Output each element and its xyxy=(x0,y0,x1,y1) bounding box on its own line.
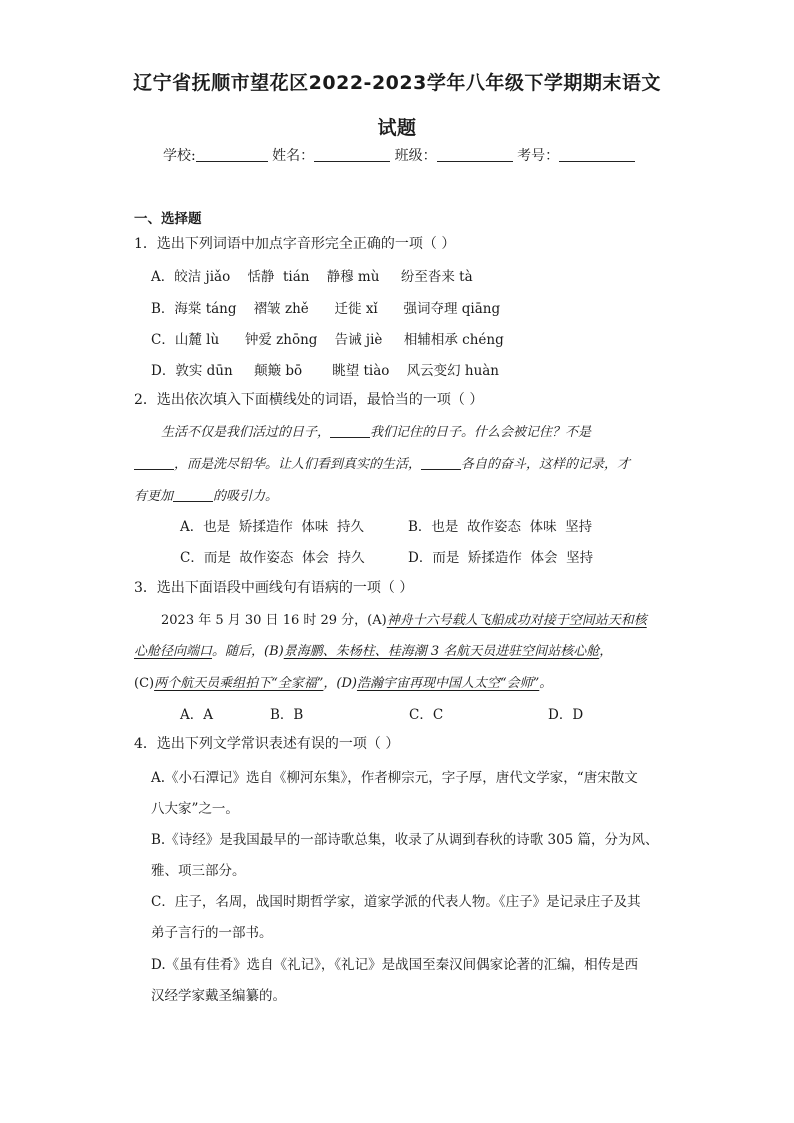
question-2-option-d[interactable]: D．而是 矫揉造作 体会 坚持 xyxy=(408,550,594,566)
question-1-option-c[interactable]: C．山麓 lù 钟爱 zhōng 告诫 jiè 相辅相承 chéng xyxy=(151,332,504,348)
passage-text: 各自的奋斗，这样的记录，才 xyxy=(461,457,631,472)
question-3-passage-line3 xyxy=(134,672,552,691)
fill-blank-4[interactable] xyxy=(173,489,213,502)
question-2-option-c[interactable]: C．而是 故作姿态 体会 持久 xyxy=(180,550,365,566)
question-3-passage-line1 xyxy=(161,609,647,628)
passage-text: 生活不仅是我们活过的日子， xyxy=(161,425,331,440)
question-4-option-b-cont: 雅、项三部分。 xyxy=(151,863,246,879)
question-4-stem: 4．选出下列文学常识表述有误的一项（ ） xyxy=(134,736,400,752)
underlined-sentence-c: 两个航天员乘组拍下“全家福” xyxy=(154,676,324,691)
fill-blank-2[interactable] xyxy=(134,457,174,470)
passage-text: ，(D) xyxy=(323,676,357,691)
question-4-option-c[interactable]: C．庄子，名周，战国时期哲学家，道家学派的代表人物。《庄子》是记录庄子及其 xyxy=(151,894,641,910)
underlined-sentence-a: 心舱径向端口 xyxy=(134,644,213,659)
number-blank[interactable] xyxy=(559,147,635,162)
fill-blank-1[interactable] xyxy=(330,425,370,438)
question-2-passage-line3 xyxy=(134,485,278,504)
underlined-sentence-b: 景海鹏、朱杨柱、桂海潮 3 名航天员进驻空间站核心舱 xyxy=(283,644,600,659)
question-3-option-b[interactable]: B．B xyxy=(270,707,304,723)
passage-text: ， xyxy=(599,644,613,659)
question-3-option-a[interactable]: A．A xyxy=(180,707,213,723)
passage-text: 有更加 xyxy=(134,489,174,504)
question-2-passage-line2 xyxy=(134,453,630,472)
section-heading: 一、选择题 xyxy=(134,211,202,227)
page-title-line2: 试题 xyxy=(377,117,417,139)
school-label: 学校: xyxy=(163,148,196,164)
fill-blank-3[interactable] xyxy=(421,457,461,470)
question-1-option-d[interactable]: D．敦实 dūn 颠簸 bō 眺望 tiào 风云变幻 huàn xyxy=(151,363,500,379)
passage-text: 的吸引力。 xyxy=(213,489,279,504)
question-4-option-a-cont: 八大家”之一。 xyxy=(151,801,239,817)
passage-text: (C) xyxy=(134,676,155,691)
underlined-sentence-d: 浩瀚宇宙再现中国人太空“会师” xyxy=(356,676,540,691)
question-4-option-b[interactable]: B.《诗经》是我国最早的一部诗歌总集，收录了从调到春秋的诗歌 305 篇，分为风、 xyxy=(151,832,659,848)
passage-text: 。随后，(B) xyxy=(212,644,284,659)
question-3-option-c[interactable]: C．C xyxy=(409,707,444,723)
question-4-option-d[interactable]: D.《虽有佳肴》选自《礼记》，《礼记》是战国至秦汉间偶家论著的汇编，相传是西 xyxy=(151,957,639,973)
question-2-option-b[interactable]: B．也是 故作姿态 体味 坚持 xyxy=(408,519,593,535)
student-info-row xyxy=(163,145,635,165)
question-2-option-a[interactable]: A．也是 矫揉造作 体味 持久 xyxy=(180,519,364,535)
number-label: 考号： xyxy=(517,148,560,164)
class-blank[interactable] xyxy=(437,147,513,162)
question-3-stem: 3．选出下面语段中画线句有语病的一项（ ） xyxy=(134,580,414,596)
question-1-option-a[interactable]: A．皎洁 jiǎo 恬静 tián 静穆 mù 纷至沓来 tà xyxy=(151,269,473,285)
question-4-option-a[interactable]: A.《小石潭记》选自《柳河东集》，作者柳宗元，字子厚，唐代文学家，“唐宋散文 xyxy=(151,770,638,786)
page-title: 辽宁省抚顺市望花区2022-2023学年八年级下学期期末语文 xyxy=(133,72,661,94)
question-1-stem: 1．选出下列词语中加点字音形完全正确的一项（ ） xyxy=(134,236,456,252)
name-blank[interactable] xyxy=(314,147,390,162)
question-4-option-c-cont: 弟子言行的一部书。 xyxy=(151,925,273,941)
name-label: 姓名： xyxy=(272,148,315,164)
question-3-passage-line2 xyxy=(134,640,612,659)
question-2-passage-line1 xyxy=(161,421,591,440)
question-2-stem: 2．选出依次填入下面横线处的词语，最恰当的一项（ ） xyxy=(134,392,484,408)
underlined-sentence-a: 神舟十六号载人飞船成功对接于空间站天和核 xyxy=(386,613,647,628)
passage-text: 。 xyxy=(539,676,553,691)
question-3-option-d[interactable]: D．D xyxy=(548,707,584,723)
school-blank[interactable] xyxy=(196,147,268,162)
question-4-option-d-cont: 汉经学家戴圣编纂的。 xyxy=(151,988,286,1004)
passage-text: 2023 年 5 月 30 日 16 时 29 分，(A) xyxy=(161,613,387,628)
question-1-option-b[interactable]: B．海棠 táng 褶皱 zhě 迁徙 xǐ 强词夺理 qiāng xyxy=(151,301,501,317)
passage-text: 我们记住的日子。什么会被记住？不是 xyxy=(370,425,592,440)
class-label: 班级： xyxy=(394,148,437,164)
passage-text: ，而是洗尽铅华。让人们看到真实的生活， xyxy=(174,457,422,472)
